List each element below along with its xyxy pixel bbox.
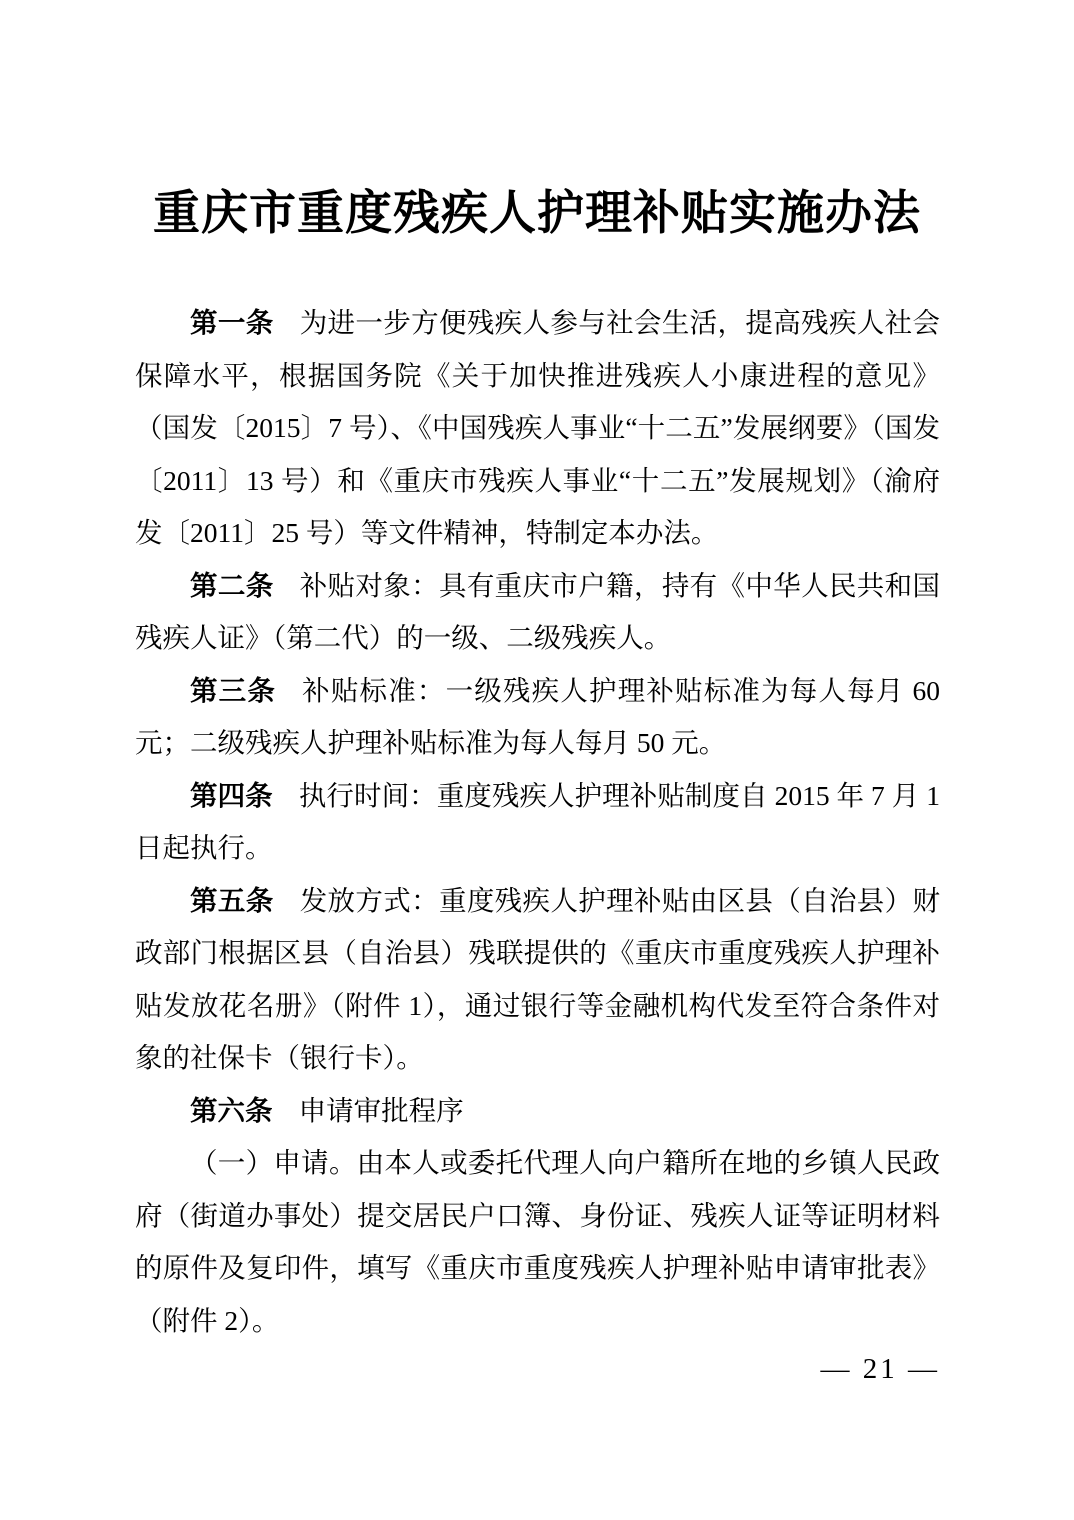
article-number: 第二条 [190, 569, 274, 601]
paragraph [135, 770, 940, 875]
article-number: 第一条 [190, 307, 274, 338]
document-body [135, 297, 940, 1347]
article-text: 发放方式：重度残疾人护理补贴由区县（自治县）财政部门根据区县（自治县）残联提供的《重庆市重度残疾人护理补贴发放花名册》（附件 1），通过银行等金融机构代发至符合条件对象的社保卡（银行卡）。 [135, 884, 941, 1073]
paragraph [135, 875, 940, 1085]
paragraph [135, 1137, 940, 1347]
article-text: 申请审批程序 [298, 1094, 464, 1126]
paragraph [135, 560, 940, 665]
article-text: 补贴标准：一级残疾人护理补贴标准为每人每月 60 元；二级残疾人护理补贴标准为每人每月 50 元。 [135, 674, 941, 758]
article-text: （一）申请。由本人或委托代理人向户籍所在地的乡镇人民政府（街道办事处）提交居民户口簿、身份证、残疾人证等证明材料的原件及复印件，填写《重庆市重度残疾人护理补贴申请审批表》（附件 2）。 [135, 1147, 940, 1336]
page-number: — 21 — [820, 1353, 940, 1385]
article-number: 第四条 [190, 779, 273, 811]
article-text: 执行时间：重度残疾人护理补贴制度自 2015 年 7 月 1 日起执行。 [135, 779, 941, 863]
paragraph [135, 665, 940, 770]
paragraph [135, 1085, 940, 1138]
article-number: 第六条 [190, 1094, 273, 1126]
article-text: 为进一步方便残疾人参与社会生活，提高残疾人社会保障水平，根据国务院《关于加快推进残疾人小康进程的意见》（国发〔2015〕7 号）、《中国残疾人事业“十二五”发展纲要》（国发〔2011〕13 号）和《重庆市残疾人事业“十二五”发展规划》（渝府发〔2011〕25 号）等文件精神，特制定本办法。 [135, 307, 941, 548]
paragraph [135, 297, 940, 560]
article-number: 第五条 [190, 884, 274, 916]
document-title: 重庆市重度残疾人护理补贴实施办法 [153, 188, 921, 240]
article-text: 补贴对象：具有重庆市户籍，持有《中华人民共和国残疾人证》（第二代）的一级、二级残疾人。 [135, 569, 941, 653]
article-number: 第三条 [190, 674, 277, 706]
